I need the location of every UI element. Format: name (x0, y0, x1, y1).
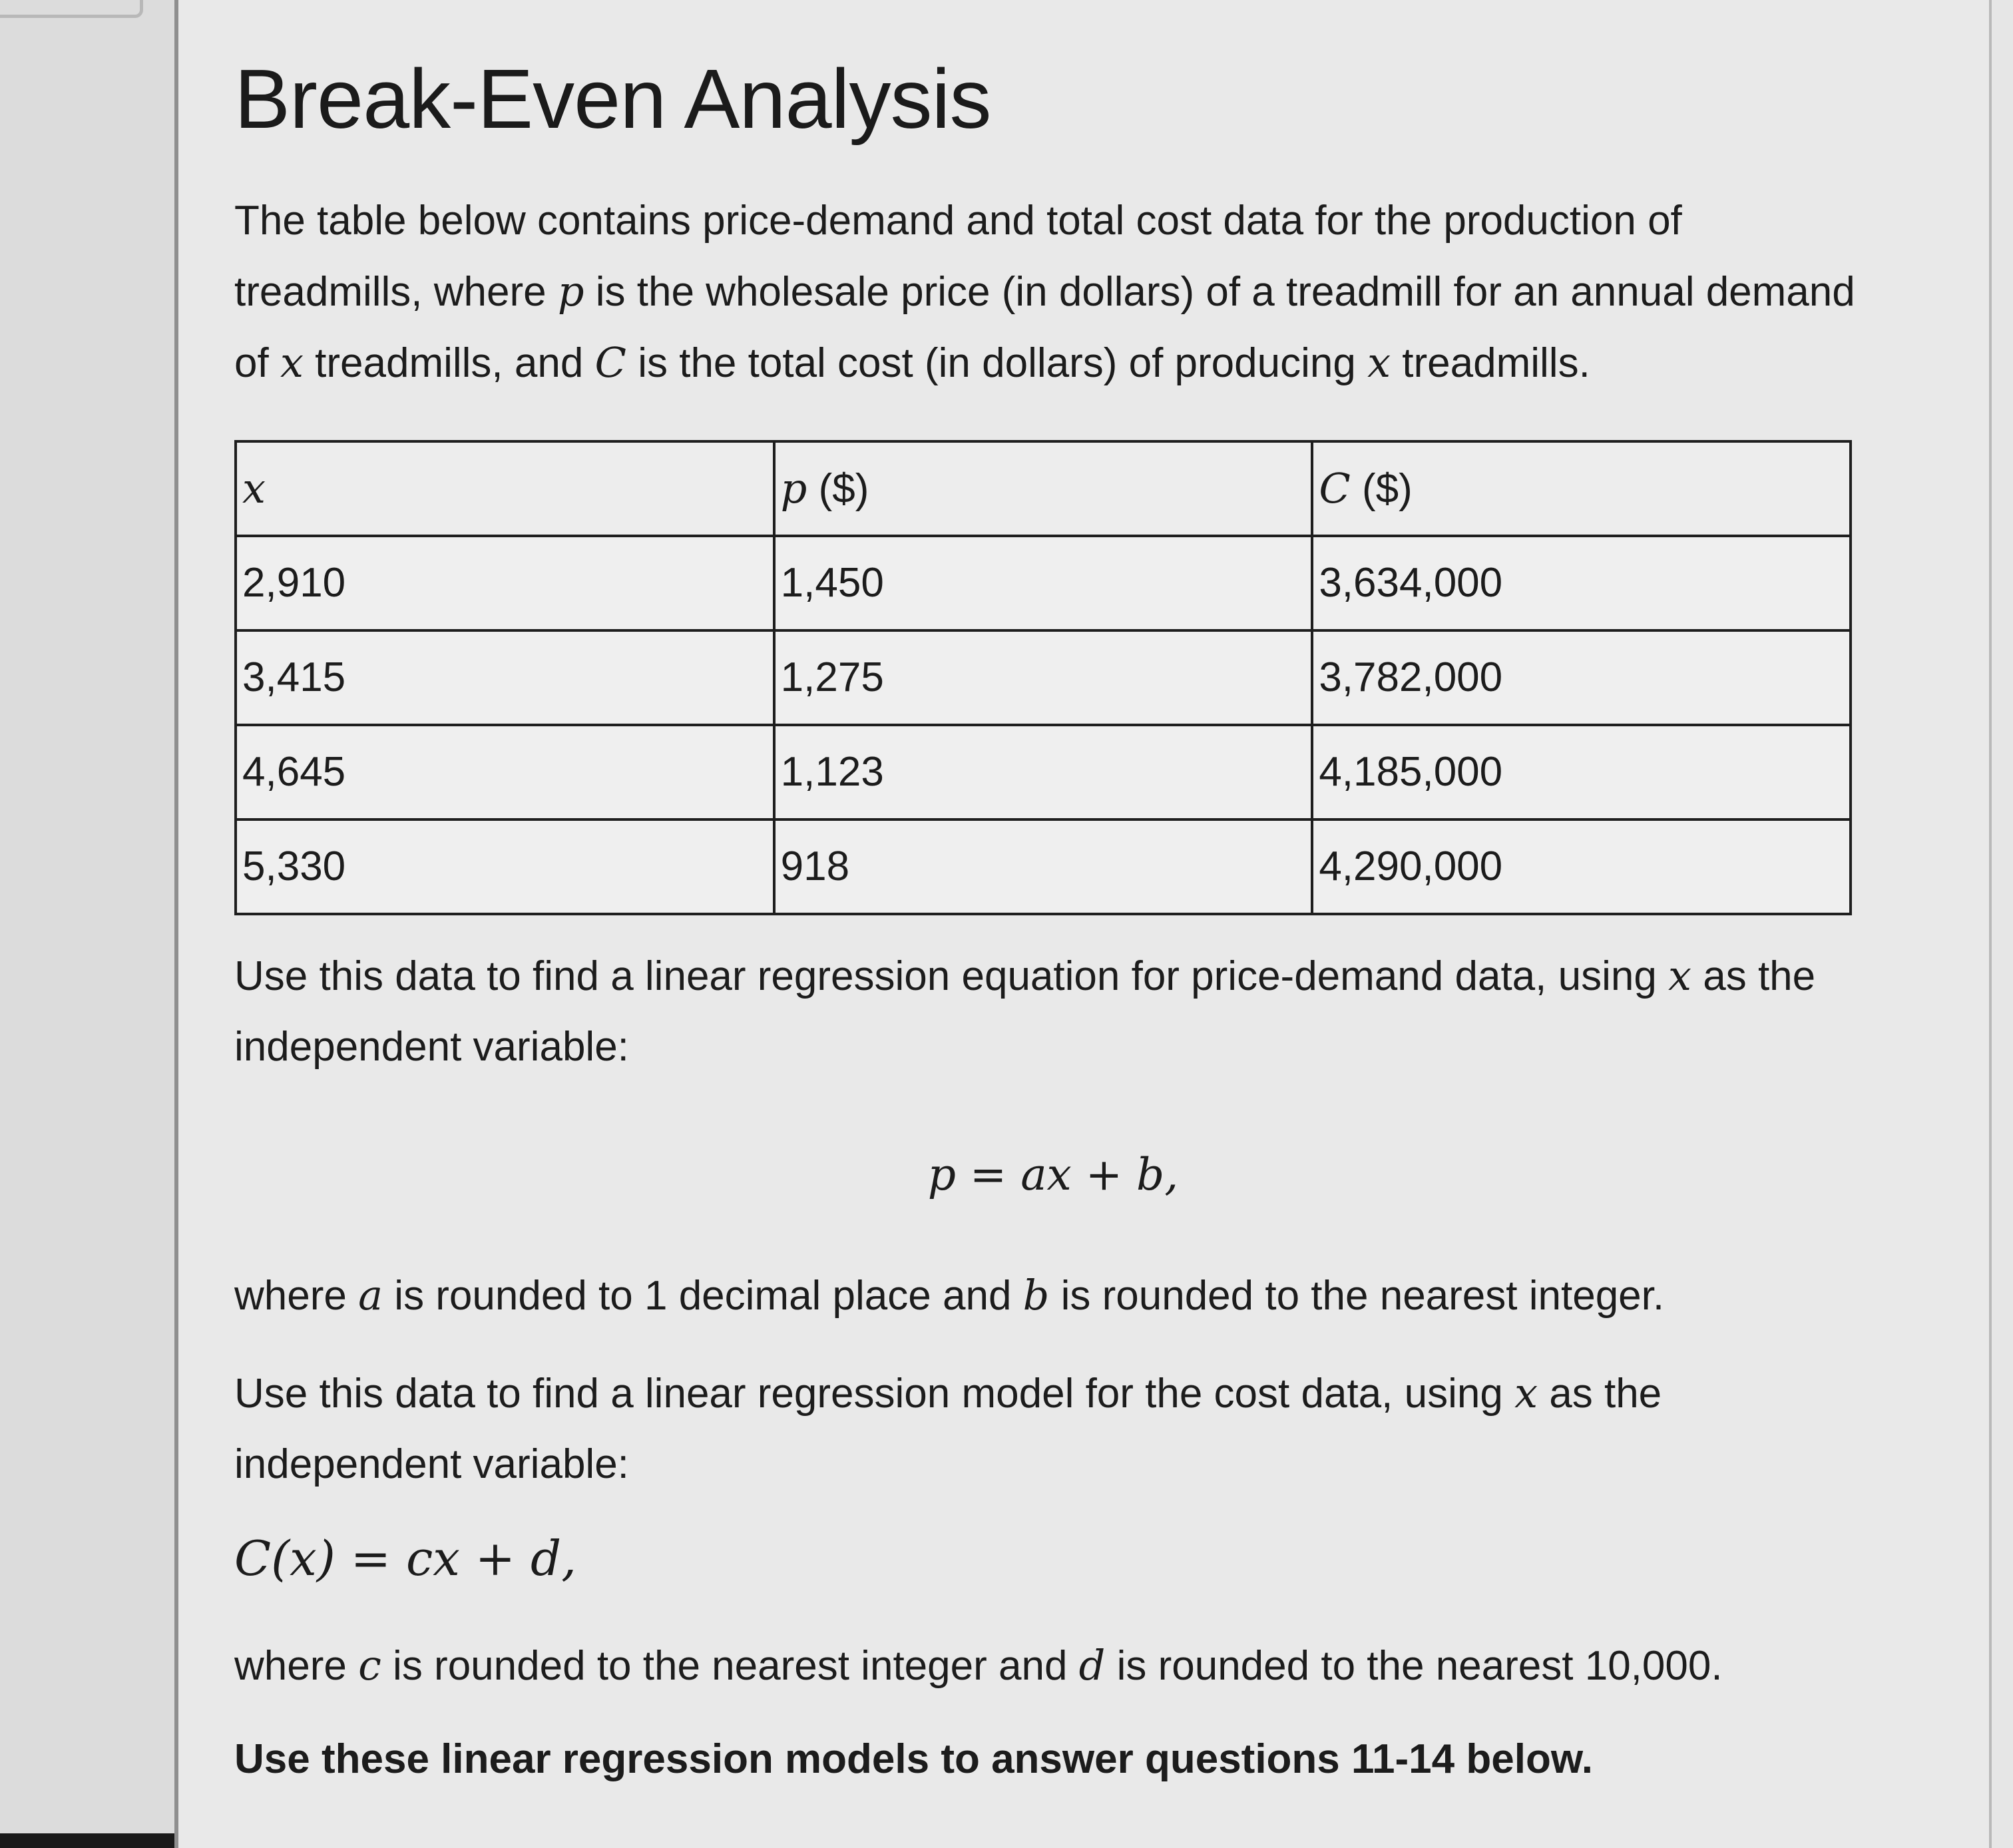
cell-p: 918 (774, 819, 1313, 914)
var-c: c (358, 1640, 381, 1690)
window-corner (0, 0, 143, 18)
cell-c: 3,634,000 (1312, 536, 1851, 630)
rounding-note-price (234, 1260, 1872, 1331)
where1-text-3: is rounded to the nearest integer. (1049, 1272, 1665, 1319)
q2-text-1: Use this data to find a linear regression model for the cost data, using (234, 1370, 1515, 1417)
intro-text-4: is the total cost (in dollars) of producing (626, 340, 1368, 386)
var-x: x (1514, 1368, 1538, 1417)
cell-c: 4,185,000 (1312, 725, 1851, 819)
var-x: x (280, 338, 304, 387)
cost-equation: C(x) = cx + d, (234, 1530, 576, 1586)
header-x (236, 441, 774, 536)
question-price-demand (234, 941, 1872, 1082)
header-var: x (242, 464, 266, 513)
var-b: b (1022, 1270, 1050, 1319)
page-content (234, 53, 1872, 1795)
intro-text-2: is the wholesale price (in dollars) of a treadmill for an annual demand of (234, 268, 1855, 386)
table-row (236, 819, 1851, 914)
cell-c: 4,290,000 (1312, 819, 1851, 914)
header-c (1312, 441, 1851, 536)
header-p (774, 441, 1313, 536)
cell-p: 1,450 (774, 536, 1313, 630)
q1-text-2: as the independent variable: (234, 953, 1816, 1070)
where2-text-1: where (234, 1642, 359, 1689)
q1-text-1: Use this data to find a linear regression equation for price-demand data, using (234, 953, 1669, 999)
where1-text-2: is rounded to 1 decimal place and (383, 1272, 1023, 1319)
header-unit: ($) (1350, 466, 1413, 513)
intro-text-3: treadmills, and (303, 340, 595, 386)
header-var: p (780, 464, 807, 513)
var-c: C (594, 338, 626, 387)
intro-text-5: treadmills. (1391, 340, 1590, 386)
cell-x: 2,910 (236, 536, 774, 630)
cell-p: 1,123 (774, 725, 1313, 819)
table-header-row (236, 441, 1851, 536)
var-p: p (557, 266, 584, 316)
where1-text-1: where (234, 1272, 359, 1319)
intro-text-1: The table below contains price-demand and total cost data for the production of treadmills, where (234, 197, 1682, 315)
var-d: d (1078, 1640, 1106, 1690)
final-instruction: Use these linear regression models to answer questions 11-14 below. (234, 1735, 1593, 1782)
price-demand-equation: p = ax + b, (927, 1148, 1179, 1200)
left-gutter (0, 0, 174, 1848)
table-row (236, 630, 1851, 725)
intro-paragraph (234, 186, 1872, 399)
var-x: x (1367, 338, 1391, 387)
var-x: x (1668, 951, 1692, 1000)
header-var: C (1319, 464, 1351, 513)
cell-x: 4,645 (236, 725, 774, 819)
var-a: a (358, 1270, 383, 1319)
page-title: Break-Even Analysis (234, 52, 991, 146)
header-unit: ($) (807, 466, 869, 513)
rounding-note-cost (234, 1630, 1872, 1702)
where2-text-2: is rounded to the nearest integer and (381, 1642, 1079, 1689)
cell-p: 1,275 (774, 630, 1313, 725)
bottom-edge (0, 1833, 174, 1848)
cell-x: 5,330 (236, 819, 774, 914)
data-table (234, 440, 1852, 915)
cell-c: 3,782,000 (1312, 630, 1851, 725)
q2-text-2: as the independent variable: (234, 1370, 1662, 1487)
table-row (236, 725, 1851, 819)
cell-x: 3,415 (236, 630, 774, 725)
table-row (236, 536, 1851, 630)
question-cost (234, 1358, 1872, 1500)
where2-text-3: is rounded to the nearest 10,000. (1105, 1642, 1723, 1689)
